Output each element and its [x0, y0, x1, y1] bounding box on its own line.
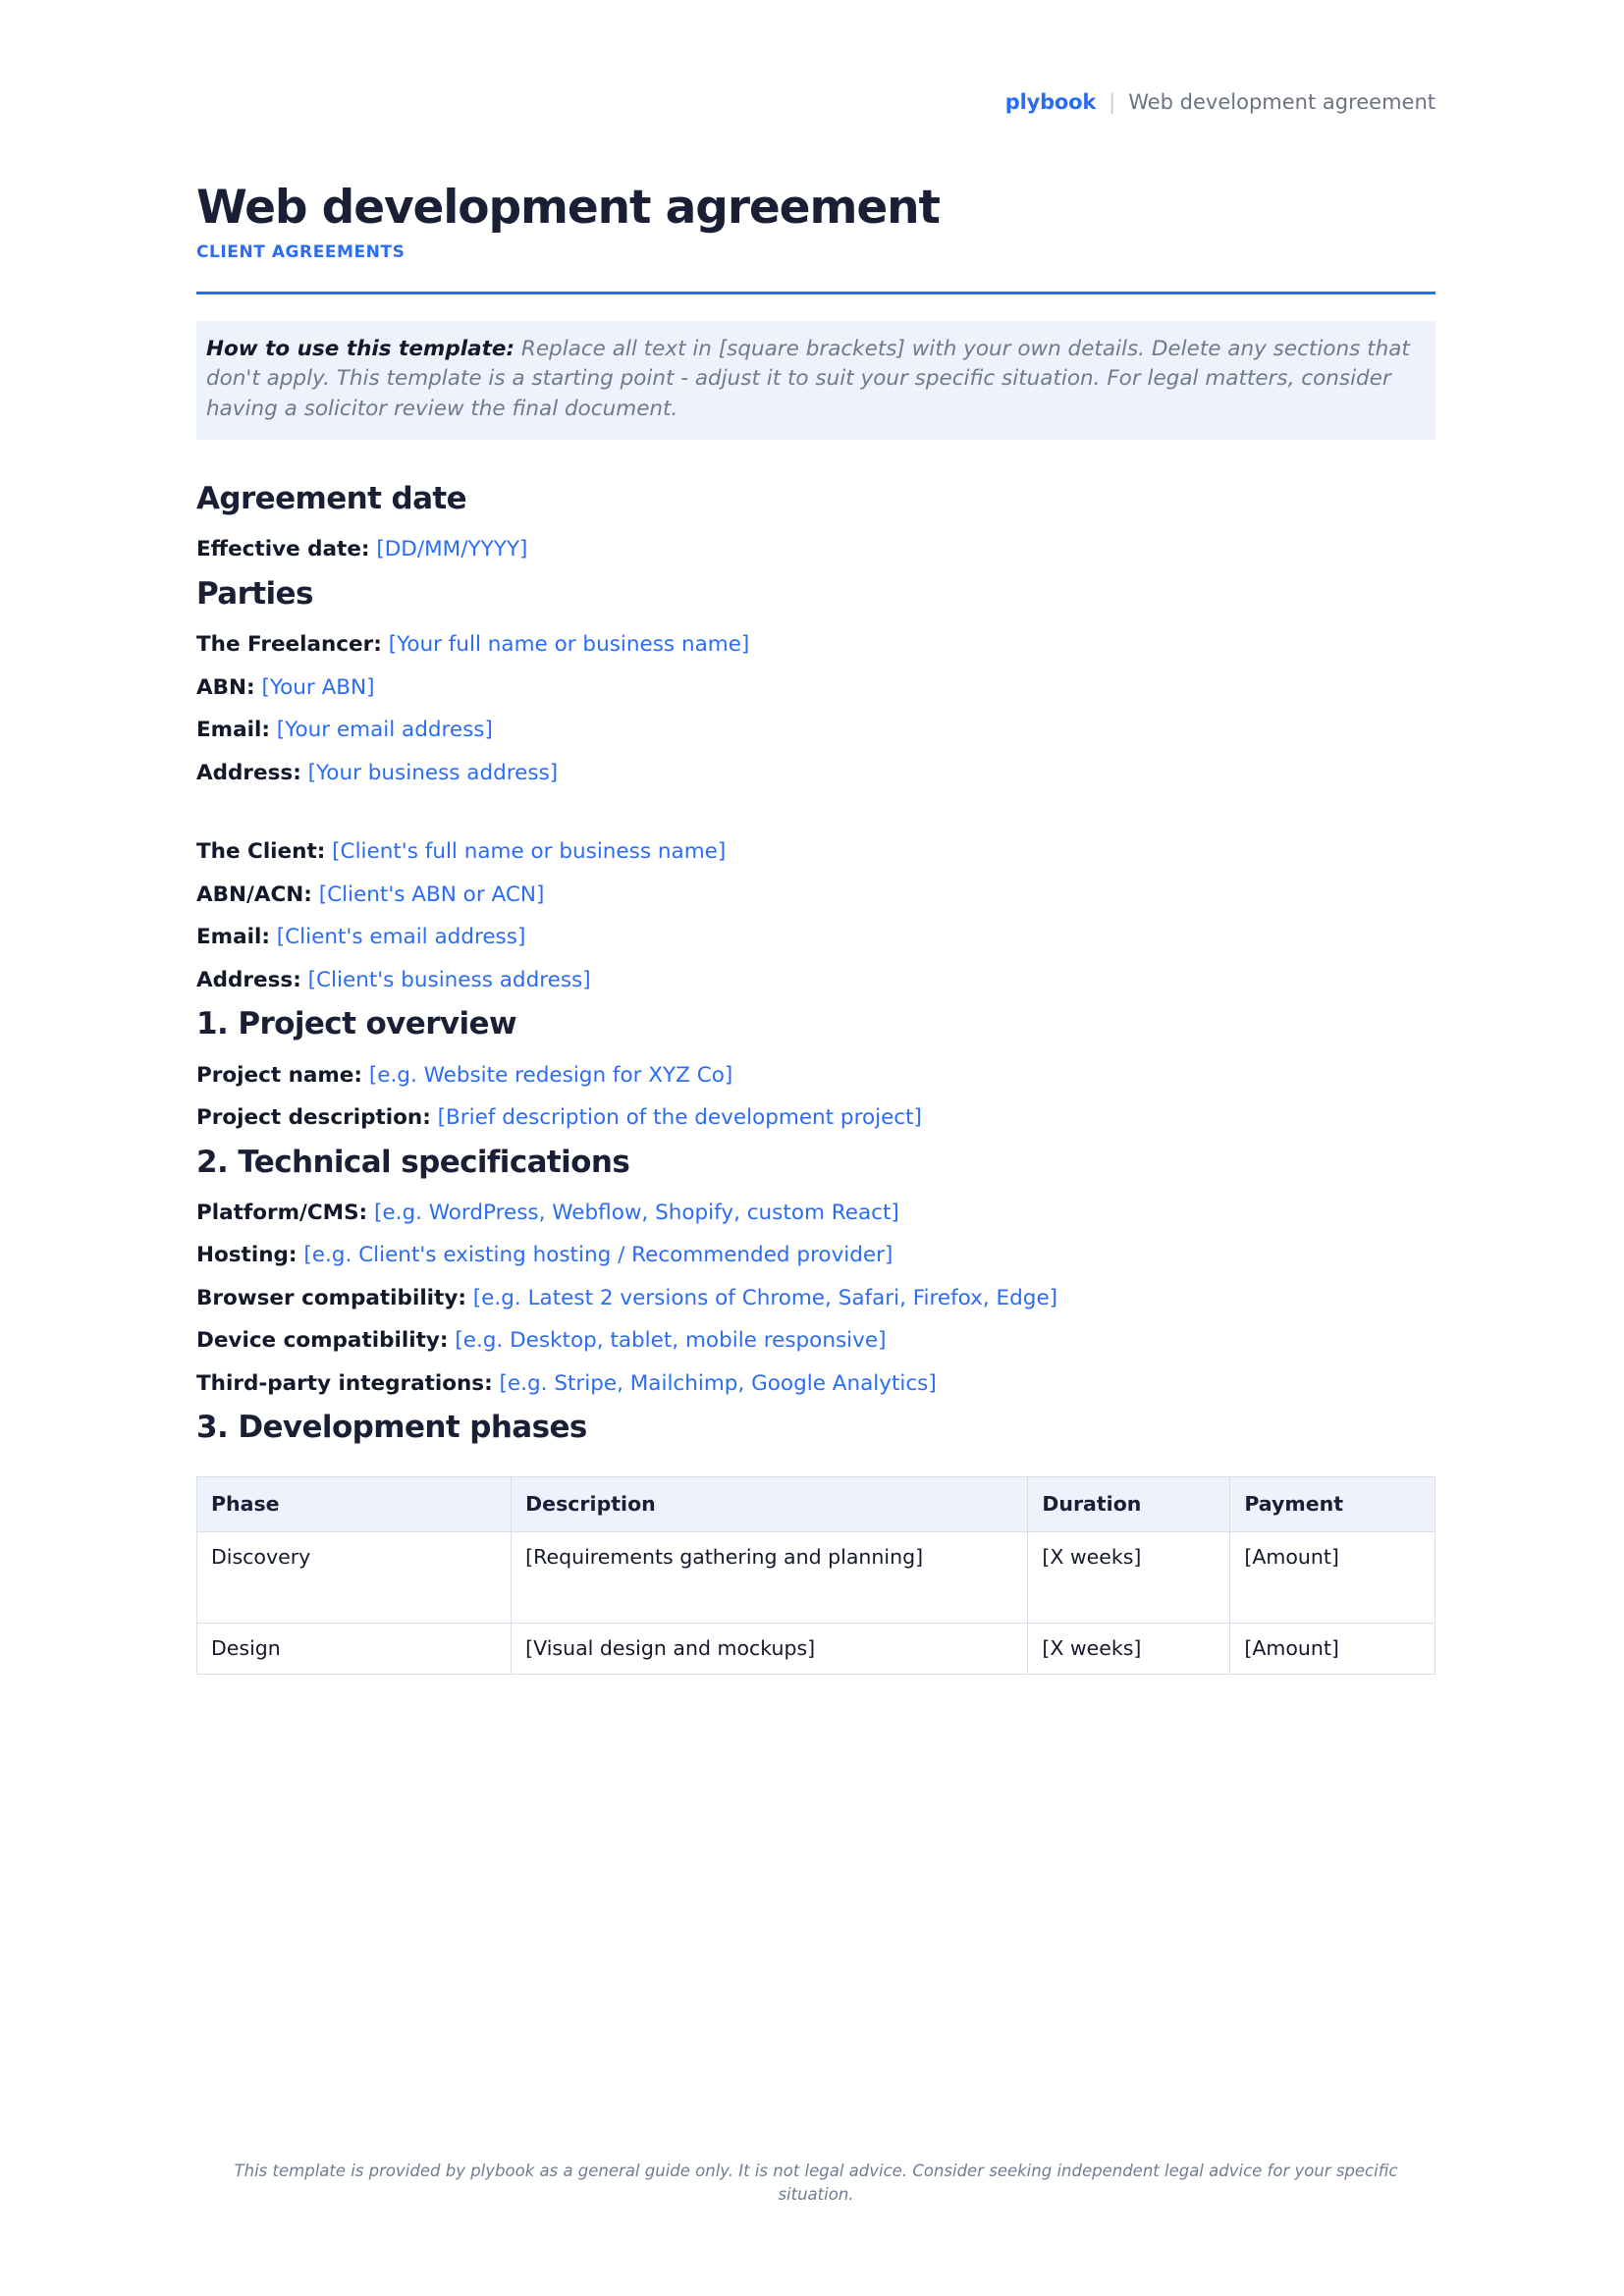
field-freelancer-address — [196, 757, 1435, 790]
field-value: [e.g. Stripe, Mailchimp, Google Analytics] — [499, 1370, 937, 1396]
field-value: [Client's business address] — [307, 967, 591, 992]
field-hosting — [196, 1239, 1435, 1272]
parties-block-spacer — [196, 799, 1435, 835]
field-label: Project name: — [196, 1062, 362, 1088]
field-label: ABN: — [196, 674, 255, 700]
field-value: [Your business address] — [307, 760, 559, 785]
document-body — [196, 183, 1435, 1675]
field-platform-cms — [196, 1197, 1435, 1230]
field-value: [Your email address] — [276, 718, 493, 743]
header-document-title: Web development agreement — [1128, 90, 1435, 114]
table-row — [197, 1623, 1435, 1674]
table-row — [197, 1531, 1435, 1623]
cell-payment: [Amount] — [1230, 1623, 1435, 1674]
field-client-name — [196, 835, 1435, 869]
field-browser-compatibility — [196, 1282, 1435, 1315]
field-value: [e.g. WordPress, Webflow, Shopify, custom React] — [374, 1200, 899, 1225]
field-label: The Freelancer: — [196, 632, 382, 658]
heading-agreement-date: Agreement date — [196, 481, 467, 517]
field-freelancer-email — [196, 714, 1435, 747]
cell-phase: Discovery — [197, 1531, 512, 1623]
development-phases-table — [196, 1476, 1435, 1675]
cell-phase: Design — [197, 1623, 512, 1674]
field-device-compatibility — [196, 1324, 1435, 1358]
field-label: Device compatibility: — [196, 1328, 449, 1354]
field-value: [Brief description of the development project] — [437, 1105, 922, 1131]
table-body — [197, 1531, 1435, 1674]
cell-payment: [Amount] — [1230, 1531, 1435, 1623]
field-label: Platform/CMS: — [196, 1200, 368, 1225]
field-label: Address: — [196, 967, 301, 992]
cell-duration: [X weeks] — [1028, 1623, 1230, 1674]
field-label: Hosting: — [196, 1243, 298, 1268]
field-client-email — [196, 921, 1435, 954]
field-label: Address: — [196, 760, 301, 785]
heading-technical-specifications: 2. Technical specifications — [196, 1144, 630, 1180]
field-project-description — [196, 1101, 1435, 1135]
table-header-row — [197, 1476, 1435, 1531]
page-title: Web development agreement — [196, 181, 940, 235]
field-freelancer-abn — [196, 671, 1435, 705]
field-value: [DD/MM/YYYY] — [376, 537, 528, 562]
field-value: [Your full name or business name] — [388, 632, 750, 658]
field-value: [Client's email address] — [276, 925, 526, 950]
field-label: The Client: — [196, 839, 326, 865]
field-label: Email: — [196, 718, 270, 743]
field-label: Effective date: — [196, 537, 370, 562]
heading-development-phases: 3. Development phases — [196, 1410, 587, 1446]
field-freelancer-name — [196, 628, 1435, 662]
field-label: Email: — [196, 925, 270, 950]
field-value: [e.g. Client's existing hosting / Recommended provider] — [303, 1243, 893, 1268]
callout-lead-in: How to use this template: — [206, 336, 515, 361]
table-header — [197, 1476, 1435, 1531]
field-label: ABN/ACN: — [196, 881, 312, 907]
field-client-address — [196, 964, 1435, 997]
column-header-description: Description — [512, 1476, 1028, 1531]
cell-duration: [X weeks] — [1028, 1531, 1230, 1623]
column-header-duration: Duration — [1028, 1476, 1230, 1531]
field-value: [Client's ABN or ACN] — [318, 881, 545, 907]
field-effective-date — [196, 533, 1435, 566]
field-value: [e.g. Latest 2 versions of Chrome, Safari, Firefox, Edge] — [472, 1285, 1058, 1310]
field-client-abn-acn — [196, 879, 1435, 912]
field-value: [e.g. Desktop, tablet, mobile responsive] — [455, 1328, 887, 1354]
running-header — [196, 90, 1435, 114]
field-label: Third-party integrations: — [196, 1370, 493, 1396]
page-footer — [196, 2160, 1435, 2207]
column-header-payment: Payment — [1230, 1476, 1435, 1531]
cell-description: [Visual design and mockups] — [512, 1623, 1028, 1674]
title-divider — [196, 292, 1435, 294]
field-label: Project description: — [196, 1105, 431, 1131]
field-value: [Client's full name or business name] — [332, 839, 727, 865]
field-third-party-integrations — [196, 1367, 1435, 1401]
header-separator: | — [1109, 90, 1116, 114]
cell-description: [Requirements gathering and planning] — [512, 1531, 1028, 1623]
category-kicker: CLIENT AGREEMENTS — [196, 241, 406, 262]
brand-logo: plybook — [1004, 90, 1097, 114]
heading-parties: Parties — [196, 575, 313, 612]
column-header-phase: Phase — [197, 1476, 512, 1531]
heading-project-overview: 1. Project overview — [196, 1006, 516, 1042]
field-project-name — [196, 1059, 1435, 1093]
field-label: Browser compatibility: — [196, 1285, 466, 1310]
footer-disclaimer: This template is provided by plybook as a general guide only. It is not legal advice. Consider seeking independent legal advice for your specific situation. — [234, 2162, 1398, 2204]
field-value: [Your ABN] — [261, 674, 375, 700]
field-value: [e.g. Website redesign for XYZ Co] — [368, 1062, 733, 1088]
how-to-use-callout — [196, 321, 1435, 441]
callout-body: Replace all text in [square brackets] with your own details. Delete any sections that don't apply. This template is a starting point - adjust it to suit your specific situation. For legal matters, consider having a solicitor review the final document. — [206, 336, 1410, 421]
